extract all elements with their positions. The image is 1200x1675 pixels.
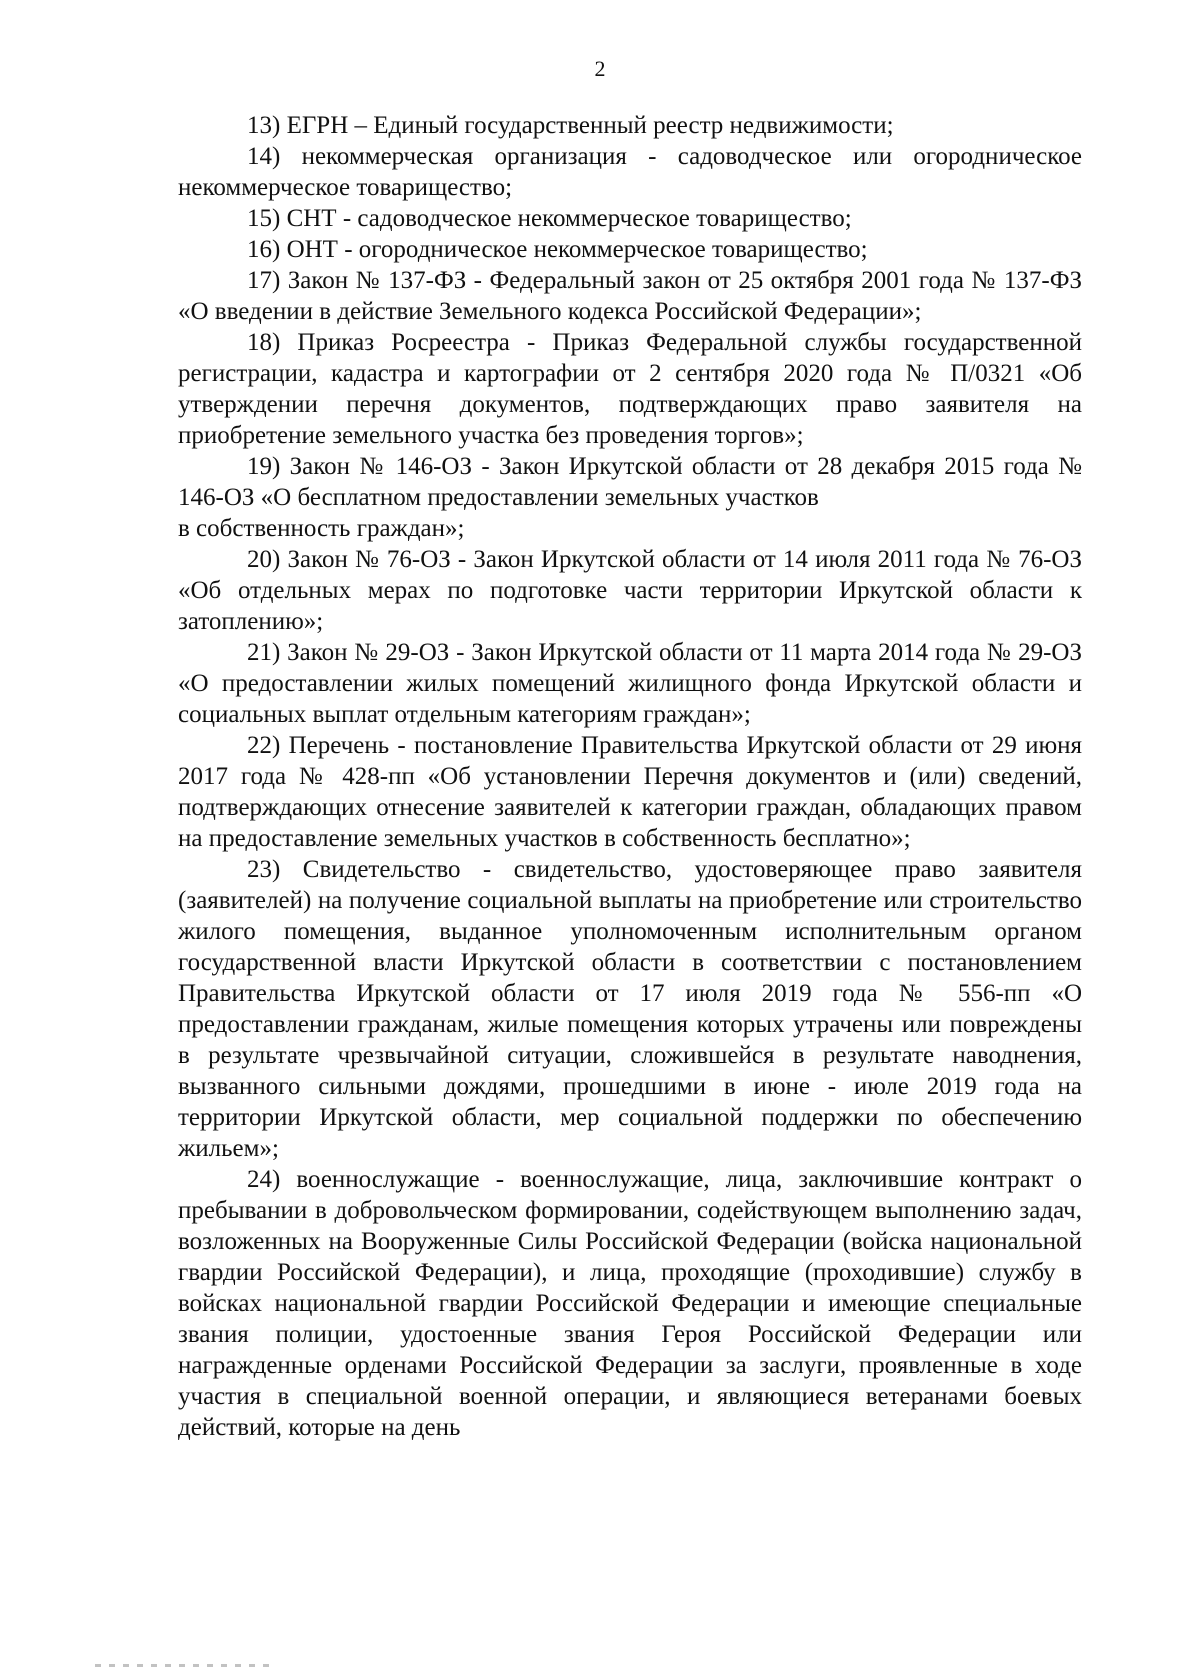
definition-item-18: 18) Приказ Росреестра - Приказ Федеральной службы государственной регистрации, кадастра и картографии от 2 сентября 2020 года № П/0321 «Об утверждении перечня документов, подтверждающих право заявителя на приобретение земельного участка без проведения торгов»; <box>178 329 1082 449</box>
document-body <box>178 110 1082 1443</box>
definition-item-23: 23) Свидетельство - свидетельство, удостоверяющее право заявителя (заявителей) на получение социальной выплаты на приобретение или строительство жилого помещения, выданное уполномоченным исполнительным органом государственной власти Иркутской области в соответствии с постановлением Правительства Иркутской области от 17 июля 2019 года № 556-пп «О предоставлении гражданам, жилые помещения которых утрачены или повреждены в результате чрезвычайной ситуации, сложившейся в результате наводнения, вызванного сильными дождями, прошедшими в июне - июле 2019 года на территории Иркутской области, мер социальной поддержки по обеспечению жильем»; <box>178 856 1082 1162</box>
definition-item-17: 17) Закон № 137-ФЗ - Федеральный закон от 25 октября 2001 года № 137-ФЗ «О введении в действие Земельного кодекса Российской Федерации»; <box>178 267 1082 325</box>
page-number: 2 <box>594 56 606 81</box>
definition-item-19: 19) Закон № 146-ОЗ - Закон Иркутской области от 28 декабря 2015 года № 146-ОЗ «О бесплатном предоставлении земельных участков в собственность граждан»; <box>178 453 1082 542</box>
definition-item-21: 21) Закон № 29-ОЗ - Закон Иркутской области от 11 марта 2014 года № 29-ОЗ «О предоставлении жилых помещений жилищного фонда Иркутской области и социальных выплат отдельным категориям граждан»; <box>178 639 1082 728</box>
definition-item-20: 20) Закон № 76-ОЗ - Закон Иркутской области от 14 июля 2011 года № 76-ОЗ «Об отдельных мерах по подготовке части территории Иркутской области к затоплению»; <box>178 546 1082 635</box>
definition-item-15: 15) СНТ - садоводческое некоммерческое товарищество; <box>247 205 852 232</box>
definition-item-13: 13) ЕГРН – Единый государственный реестр недвижимости; <box>247 112 894 139</box>
scan-artifact <box>95 1664 275 1667</box>
definition-item-22: 22) Перечень - постановление Правительства Иркутской области от 29 июня 2017 года № 428-пп «Об установлении Перечня документов и (или) сведений, подтверждающих отнесение заявителей к категории граждан, обладающих правом на предоставление земельных участков в собственность бесплатно»; <box>178 732 1082 852</box>
definition-item-16: 16) ОНТ - огородническое некоммерческое товарищество; <box>247 236 868 263</box>
definition-item-14: 14) некоммерческая организация - садоводческое или огородническое некоммерческое товарищество; <box>178 143 1082 201</box>
definition-item-24: 24) военнослужащие - военнослужащие, лица, заключившие контракт о пребывании в добровольческом формировании, содействующем выполнению задач, возложенных на Вооруженные Силы Российской Федерации (войска национальной гвардии Российской Федерации), и лица, проходящие (проходившие) службу в войсках национальной гвардии Российской Федерации и имеющие специальные звания полиции, удостоенные звания Героя Российской Федерации или награжденные орденами Российской Федерации за заслуги, проявленные в ходе участия в специальной военной операции, и являющиеся ветеранами боевых действий, которые на день <box>178 1166 1082 1441</box>
